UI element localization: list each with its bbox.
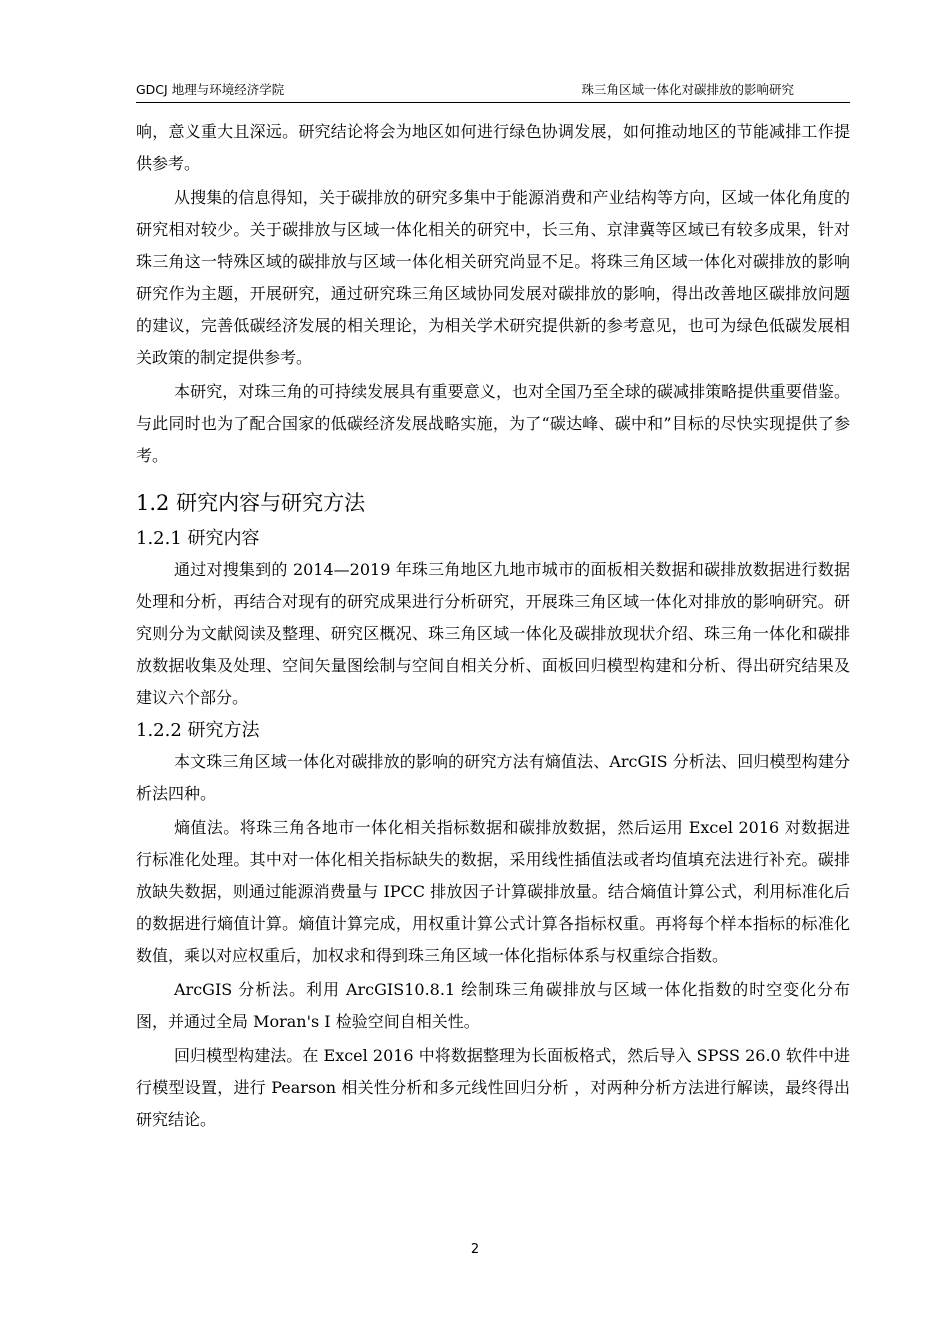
paragraph-arcgis-method: ArcGIS 分析法。利用 ArcGIS10.8.1 绘制珠三角碳排放与区域一体化指数的时空变化分布图，并通过全局 Moran's I 检验空间自相关性。 (136, 980, 850, 1031)
page-number: 2 (470, 1242, 480, 1257)
paragraph-entropy-method: 熵值法。将珠三角各地市一体化相关指标数据和碳排放数据，然后运用 Excel 2016 对数据进行标准化处理。其中对一体化相关指标缺失的数据，采用线性插值法或者均值填充法进行补充。碳排放缺失数据，则通过能源消费量与 IPCC 排放因子计算碳排放量。结合熵值计算公式，利用标准化后的数据进行熵值计算。熵值计算完成，用权重计算公式计算各指标权重。再将每个样本指标的标准化数值，乘以对应权重后，加权求和得到珠三角区域一体化指标体系与权重综合指数。 (136, 818, 850, 965)
subsection-heading-1-2-1: 1.2.1 研究内容 (136, 528, 260, 549)
paragraph-methods-overview: 本文珠三角区域一体化对碳排放的影响的研究方法有熵值法、ArcGIS 分析法、回归模型构建分析法四种。 (136, 752, 850, 803)
subsection-heading-1-2-2: 1.2.2 研究方法 (136, 720, 260, 741)
paragraph-regression-method: 回归模型构建法。在 Excel 2016 中将数据整理为长面板格式，然后导入 SPSS 26.0 软件中进行模型设置，进行 Pearson 相关性分析和多元线性回归分析 ，对两种分析方法进行解读，最终得出研究结论。 (136, 1046, 850, 1129)
body-text (136, 116, 850, 1138)
paragraph-research-content: 通过对搜集到的 2014—2019 年珠三角地区九地市城市的面板相关数据和碳排放数据进行数据处理和分析，再结合对现有的研究成果进行分析研究，开展珠三角区域一体化对排放的影响研究。研究则分为文献阅读及整理、研究区概况、珠三角区域一体化及碳排放现状介绍、珠三角一体化和碳排放数据收集及处理、空间矢量图绘制与空间自相关分析、面板回归模型构建和分析、得出研究结果及建议六个部分。 (136, 560, 850, 707)
header-institution: GDCJ 地理与环境经济学院 (136, 82, 285, 97)
paragraph-significance-end: 响，意义重大且深远。研究结论将会为地区如何进行绿色协调发展，如何推动地区的节能减排工作提供参考。 (136, 122, 850, 173)
paragraph-research-value: 本研究，对珠三角的可持续发展具有重要意义，也对全国乃至全球的碳减排策略提供重要借鉴。与此同时也为了配合国家的低碳经济发展战略实施，为了“碳达峰、碳中和”目标的尽快实现提供了参考。 (136, 382, 850, 465)
running-header (136, 80, 850, 103)
paragraph-research-gap: 从搜集的信息得知，关于碳排放的研究多集中于能源消费和产业结构等方向，区域一体化角度的研究相对较少。关于碳排放与区域一体化相关的研究中，长三角、京津冀等区域已有较多成果，针对珠三角这一特殊区域的碳排放与区域一体化相关研究尚显不足。将珠三角区域一体化对碳排放的影响研究作为主题，开展研究，通过研究珠三角区域协同发展对碳排放的影响，得出改善地区碳排放问题的建议，完善低碳经济发展的相关理论，为相关学术研究提供新的参考意见，也可为绿色低碳发展相关政策的制定提供参考。 (136, 188, 850, 367)
header-thesis-title: 珠三角区域一体化对碳排放的影响研究 (581, 82, 794, 97)
section-heading-1-2: 1.2 研究内容与研究方法 (136, 491, 366, 515)
